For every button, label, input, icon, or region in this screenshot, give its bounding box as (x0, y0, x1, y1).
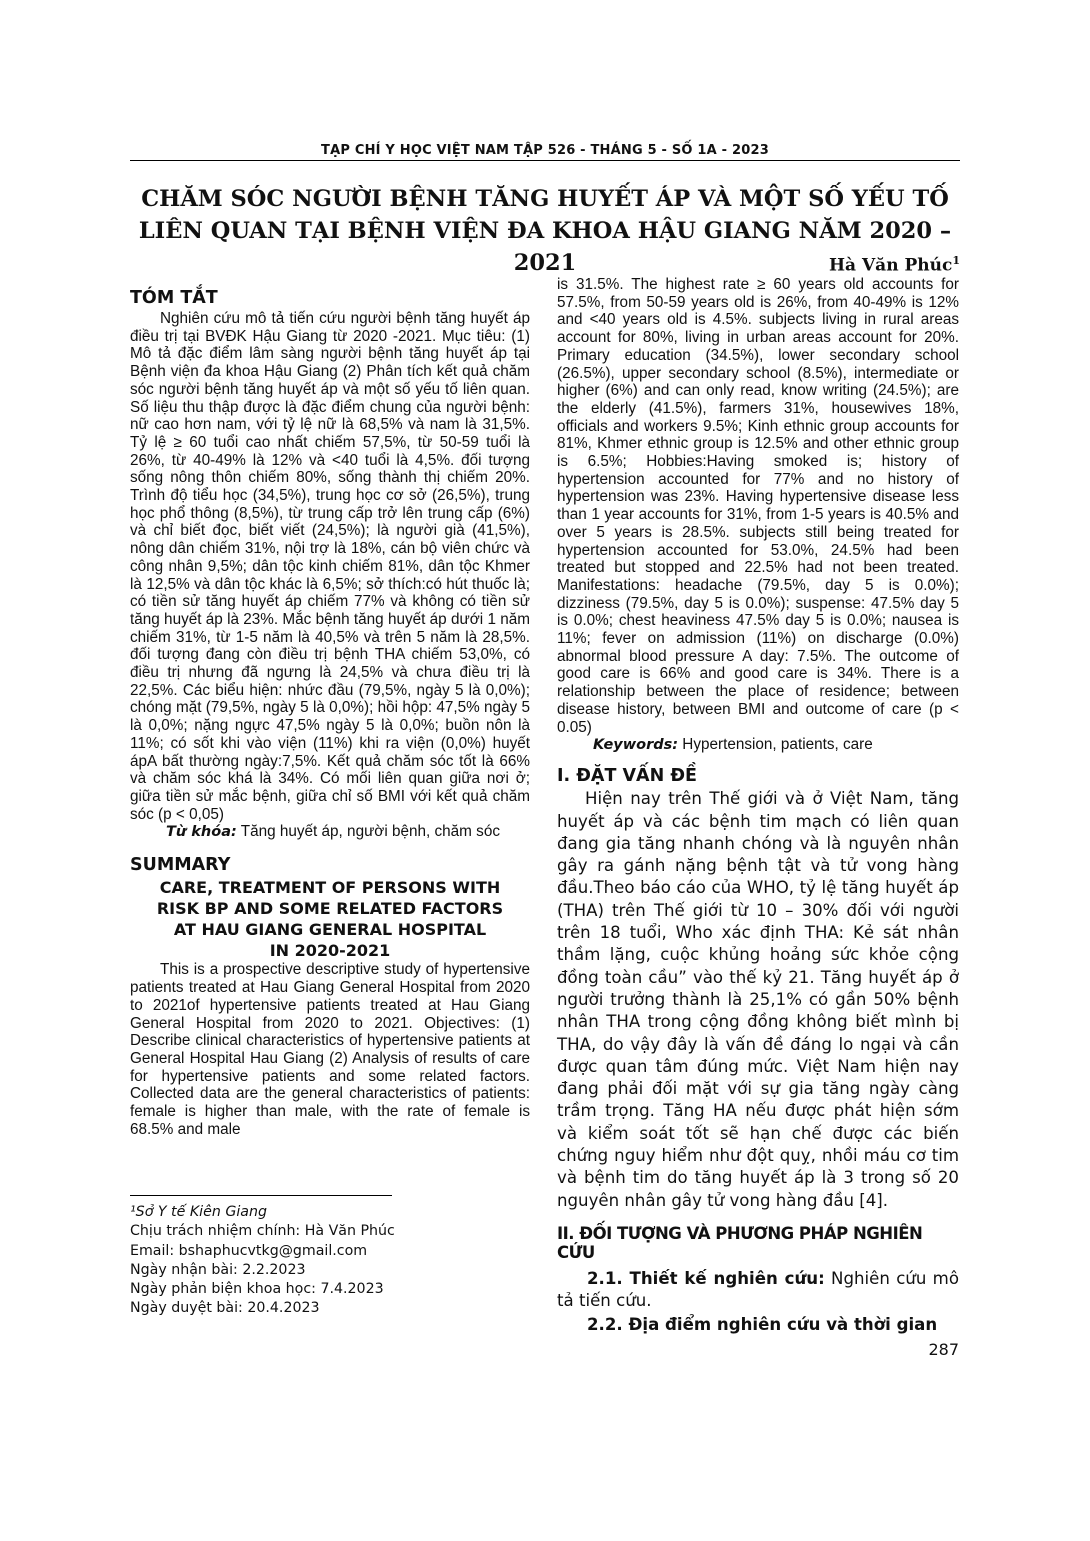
footnote-corresponding: Chịu trách nhiệm chính: Hà Văn Phúc (130, 1223, 395, 1240)
tomtat-body: Nghiên cứu mô tả tiến cứu người bệnh tăng huyết áp điều trị tại BVĐK Hậu Giang từ 2020 -2021. Mục tiêu: (1) Mô tả đặc điểm lâm sàng người bệnh tăng huyết áp tại Bệnh viện đa khoa Hậu Giang (2) Phân tích kết quả chăm sóc người bệnh tăng huyết áp và một số yếu tố liên quan. Số liệu thu thập được là đặc điểm chung của người bệnh: nữ cao hơn nam, với tỷ lệ nữ là 68,5% và nam là 31,5%. Tỷ lệ ≥ 60 tuổi cao nhất chiếm 57,5%, từ 50-59 tuổi là 26%, từ 40-49% là 12% và <40 tuổi là 4,5%. đối tượng sống nông thôn chiếm 80%, sống thành thị chiếm 20%. Trình độ tiểu học (34,5%), trung học cơ sở (26,5%), trung học phổ thông (8,5%), từ trung cấp trở lên trung cấp (6%) và chỉ biết đọc, biết viết (24,5%); là người già (41,5%), nông dân chiếm 31%, nội trợ là 18%, cán bộ viên chức và công nhân 9,5%; dân tộc kinh chiếm 81%, dân tộc Khmer là 12,5% và dân tộc khác là 6,5%; sở thích:có hút thuốc là; có tiền sử tăng huyết áp chiếm 77% và không có tiền sử tăng huyết áp là 23%. Mắc bệnh tăng huyết áp dưới 1 năm chiếm 31%, từ 1-5 năm là 40,5% và trên 5 năm là 28,5%. đối tượng đang còn điều trị bệnh THA chiếm 53,0%, có điều trị nhưng đã ngưng là 24,5% và chưa điều trị là 22,5%. Các biểu hiện: nhức đầu (79,5%, ngày 5 là 0,0%); chóng mặt (79,5%, ngày 5 là 0,0%); hồi hộp: 47,5% ngày 5 là 0,0%; nặng ngực 47,5% ngày 5 là 0,0%; buồn nôn là 11%; có sốt khi vào viện (11%) khi ra viện (0,0%) huyết ápA bất thường ngày:7,5%. Kết quả chăm sóc tốt là 66% và chăm sóc khá là 34%. Có mối liên quan giữa nơi ở; giữa tiền sử mắc bệnh, giữa chỉ số BMI với kết quả chăm sóc (p < 0,05) (130, 310, 530, 823)
summary-title (130, 877, 530, 961)
footnote-affiliation: ¹Sở Y tế Kiên Giang (130, 1204, 267, 1220)
summary-title-line-2: RISK BP AND SOME RELATED FACTORS (156, 899, 504, 919)
tomtat-heading: TÓM TẮT (130, 288, 218, 308)
tukhoa-label: Từ khóa: (166, 824, 237, 841)
footnote-received: Ngày nhận bài: 2.2.2023 (130, 1261, 306, 1278)
section-1-body: Hiện nay trên Thế giới và ở Việt Nam, tăng huyết áp và các bệnh tim mạch có liên quan đang gia tăng nhanh chóng và là nguyên nhân gây ra gánh nặng bệnh tật và tử vong hàng đầu.Theo báo cáo của WHO, tỷ lệ tăng huyết áp (THA) trên Thế giới từ 10 – 30% đối với người trên 18 tuổi, Who xác định THA: Kẻ sát nhân thầm lặng, cuộc khủng hoảng sức khỏe cộng đồng toàn cầu” vào thế kỷ 21. Tăng huyết áp ở người trưởng thành là 25,1% có gần 50% bệnh nhân THA trong cộng đồng không biết mình bị THA, do vậy đây là vấn đề đáng lo ngại và cần được quan tâm đúng mức. Việt Nam hiện nay đang phải đối mặt với sự gia tăng ngày càng trầm trọng. Tăng HA nếu được phát hiện sớm và kiểm soát tốt sẽ hạn chế được các biến chứng nguy hiểm như đột quỵ, nhồi máu cơ tim và bệnh tim do tăng huyết áp là 3 trong số 20 nguyên nhân gây tử vong hàng đầu [4]. (557, 789, 959, 1210)
keywords (557, 736, 959, 754)
footnote-reviewed: Ngày phản biện khoa học: 7.4.2023 (130, 1281, 384, 1298)
footnote-email: Email: bshaphucvtkg@gmail.com (130, 1242, 368, 1259)
section-2-1-label: 2.1. Thiết kế nghiên cứu: (587, 1268, 825, 1288)
summary-title-line-1: CARE, TREATMENT OF PERSONS WITH (159, 878, 501, 898)
header-rule (130, 160, 960, 161)
summary-title-line-3: AT HAU GIANG GENERAL HOSPITAL (173, 920, 487, 940)
section-2-heading: II. ĐỐI TƯỢNG VÀ PHƯƠNG PHÁP NGHIÊN CỨU (557, 1223, 923, 1262)
right-column (557, 276, 959, 1336)
section-2-2 (557, 1314, 959, 1336)
section-1-heading: I. ĐẶT VẤN ĐỀ (557, 766, 697, 787)
footnote-rule (130, 1195, 392, 1196)
summary-body-left: This is a prospective descriptive study of hypertensive patients treated at Hau Giang General Hospital from 2020 to 2021of hypertensive patients treated at Hau Giang General Hospital from 2020 to 2021. Objectives: (1) Describe clinical characteristics of hypertensive patients at General Hospital Hau Giang (2) Analysis of results of care for hypertensive patients and some related factors. Collected data are the general characteristics of patients: female is higher than male, with the rate of female is 68.5% and male (130, 961, 530, 1138)
section-2-1-value: Nghiên cứu mô tả tiến cứu. (557, 1268, 959, 1310)
summary-heading: SUMMARY (130, 855, 231, 876)
section-2-2-label: 2.2. Địa điểm nghiên cứu và thời gian (587, 1314, 938, 1334)
keywords-value: Hypertension, patients, care (678, 736, 873, 754)
tukhoa-value: Tăng huyết áp, người bệnh, chăm sóc (236, 823, 500, 841)
footnote-accepted: Ngày duyệt bài: 20.4.2023 (130, 1300, 320, 1317)
summary-body-right: is 31.5%. The highest rate ≥ 60 years old accounts for 57.5%, from 50-59 years old is 26%, from 40-49% is 12% and <40 years old is 4.5%. subjects living in rural areas account for 80%, living in urban areas account for 20%. Primary education (34.5%), lower secondary school (26.5%), upper secondary school (8.5%), intermediate or higher (6%) and can only read, know writing (24.5%); are the elderly (41.5%), farmers 31%, housewives 18%, officials and workers 9.5%; Kinh ethnic group accounts for 81%, Khmer ethnic group is 12.5% and other ethnic group is 6.5%; Hobbies:Having smoked is; history of hypertension accounted for 77% and no history of hypertension was 23%. Having hypertensive disease less than 1 year accounts for 31%, from 1-5 years is 40.5% and over 5 years is 28.5%. subjects still being treated for hypertension accounted for 53.0%, 24.5% had been treated but stopped and 22.5% had not been treated. Manifestations: headache (79.5%, day 5 is 0.0%); dizziness (79.5%, day 5 is 0.0%); suspense: 47.5% day 5 is 0.0%; chest heaviness 47.5% day 5 is 0.0%; nausea is 11%; fever on admission (11%) on discharge (0.0%) abnormal blood pressure A day: 7.5%. The outcome of good care is 66% and good care is 34%. There is a relationship between the place of residence; between disease history, between BMI and outcome of care (p < 0.05) (557, 276, 959, 736)
author (829, 254, 960, 276)
author-name: Hà Văn Phúc (829, 255, 953, 276)
section-2-1 (557, 1268, 959, 1312)
tukhoa (130, 823, 530, 841)
left-column (130, 282, 530, 1138)
author-affiliation-mark: 1 (952, 254, 960, 267)
title-line-2: LIÊN QUAN TẠI BỆNH VIỆN ĐA KHOA HẬU GIANG NĂM 2020 – 2021 (138, 218, 952, 276)
keywords-label: Keywords: (593, 737, 679, 754)
page-number: 287 (928, 1340, 959, 1359)
footnotes (130, 1203, 530, 1319)
summary-title-line-4: IN 2020-2021 (269, 941, 391, 961)
title-line-1: CHĂM SÓC NGƯỜI BỆNH TĂNG HUYẾT ÁP VÀ MỘT SỐ YẾU TỐ (141, 186, 949, 212)
journal-header: TẠP CHÍ Y HỌC VIỆT NAM TẬP 526 - THÁNG 5 - SỐ 1A - 2023 (321, 143, 769, 158)
